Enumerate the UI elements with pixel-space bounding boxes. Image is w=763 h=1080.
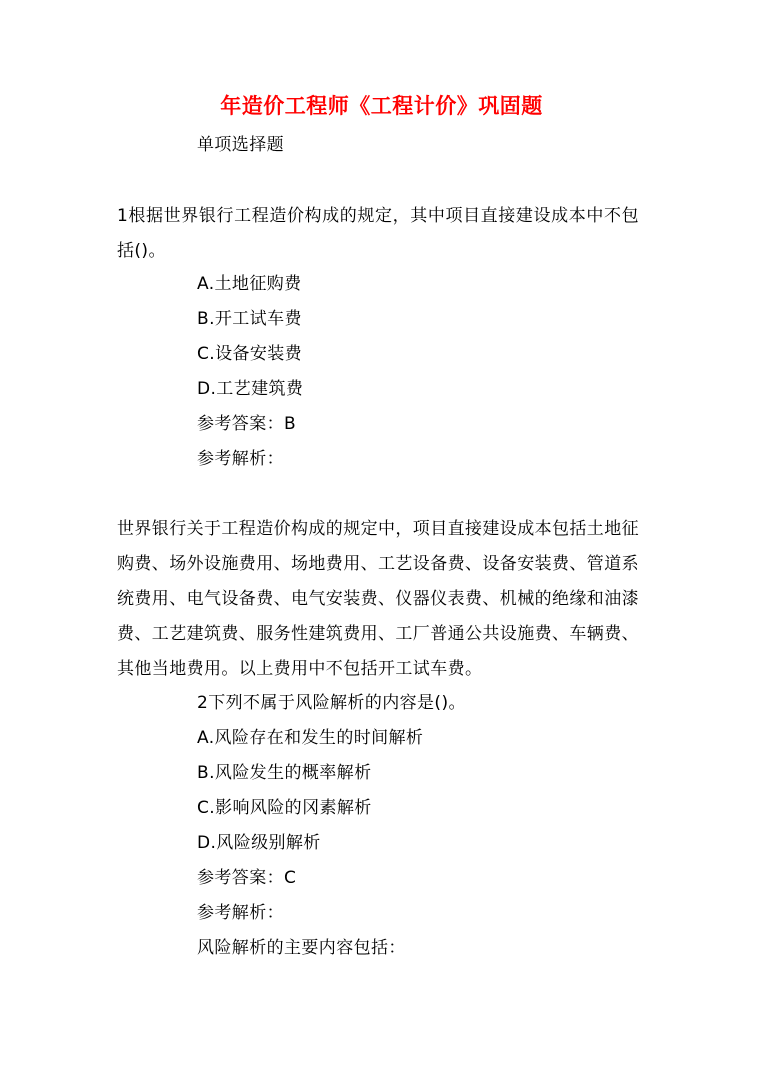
question-2-option-a: A.风险存在和发生的时间解析 [197, 728, 424, 748]
question-1-analysis-text: 世界银行关于工程造价构成的规定中，项目直接建设成本包括土地征购费、场外设施费用、场地费用、工艺设备费、设备安装费、管道系统费用、电气设备费、电气安装费、仪器仪表费、机械的绝缘和油漆费、工艺建筑费、服务性建筑费用、工厂普通公共设施费、车辆费、其他当地费用。以上费用中不包括开工试车费。 [117, 519, 639, 679]
question-1-analysis-label: 参考解析： [197, 449, 284, 469]
question-2-answer: 参考答案：C [197, 868, 297, 888]
question-2-analysis-label: 参考解析： [197, 903, 284, 923]
document-title: 年造价工程师《工程计价》巩固题 [220, 94, 543, 118]
question-1-option-d: D.工艺建筑费 [197, 379, 304, 399]
question-2-analysis-text: 风险解析的主要内容包括： [197, 938, 406, 958]
question-2-option-d: D.风险级别解析 [197, 833, 321, 853]
question-2-stem: 2下列不属于风险解析的内容是()。 [197, 693, 466, 713]
question-1-answer: 参考答案：B [197, 414, 297, 434]
question-2-option-c: C.影响风险的冈素解析 [197, 798, 372, 818]
question-1-option-c: C.设备安装费 [197, 344, 303, 364]
question-1-option-a: A.土地征购费 [197, 274, 302, 294]
question-1-stem: 1根据世界银行工程造价构成的规定，其中项目直接建设成本中不包括()。 [117, 206, 639, 261]
question-1-option-b: B.开工试车费 [197, 309, 302, 329]
section-heading: 单项选择题 [197, 135, 284, 155]
question-2-option-b: B.风险发生的概率解析 [197, 763, 372, 783]
